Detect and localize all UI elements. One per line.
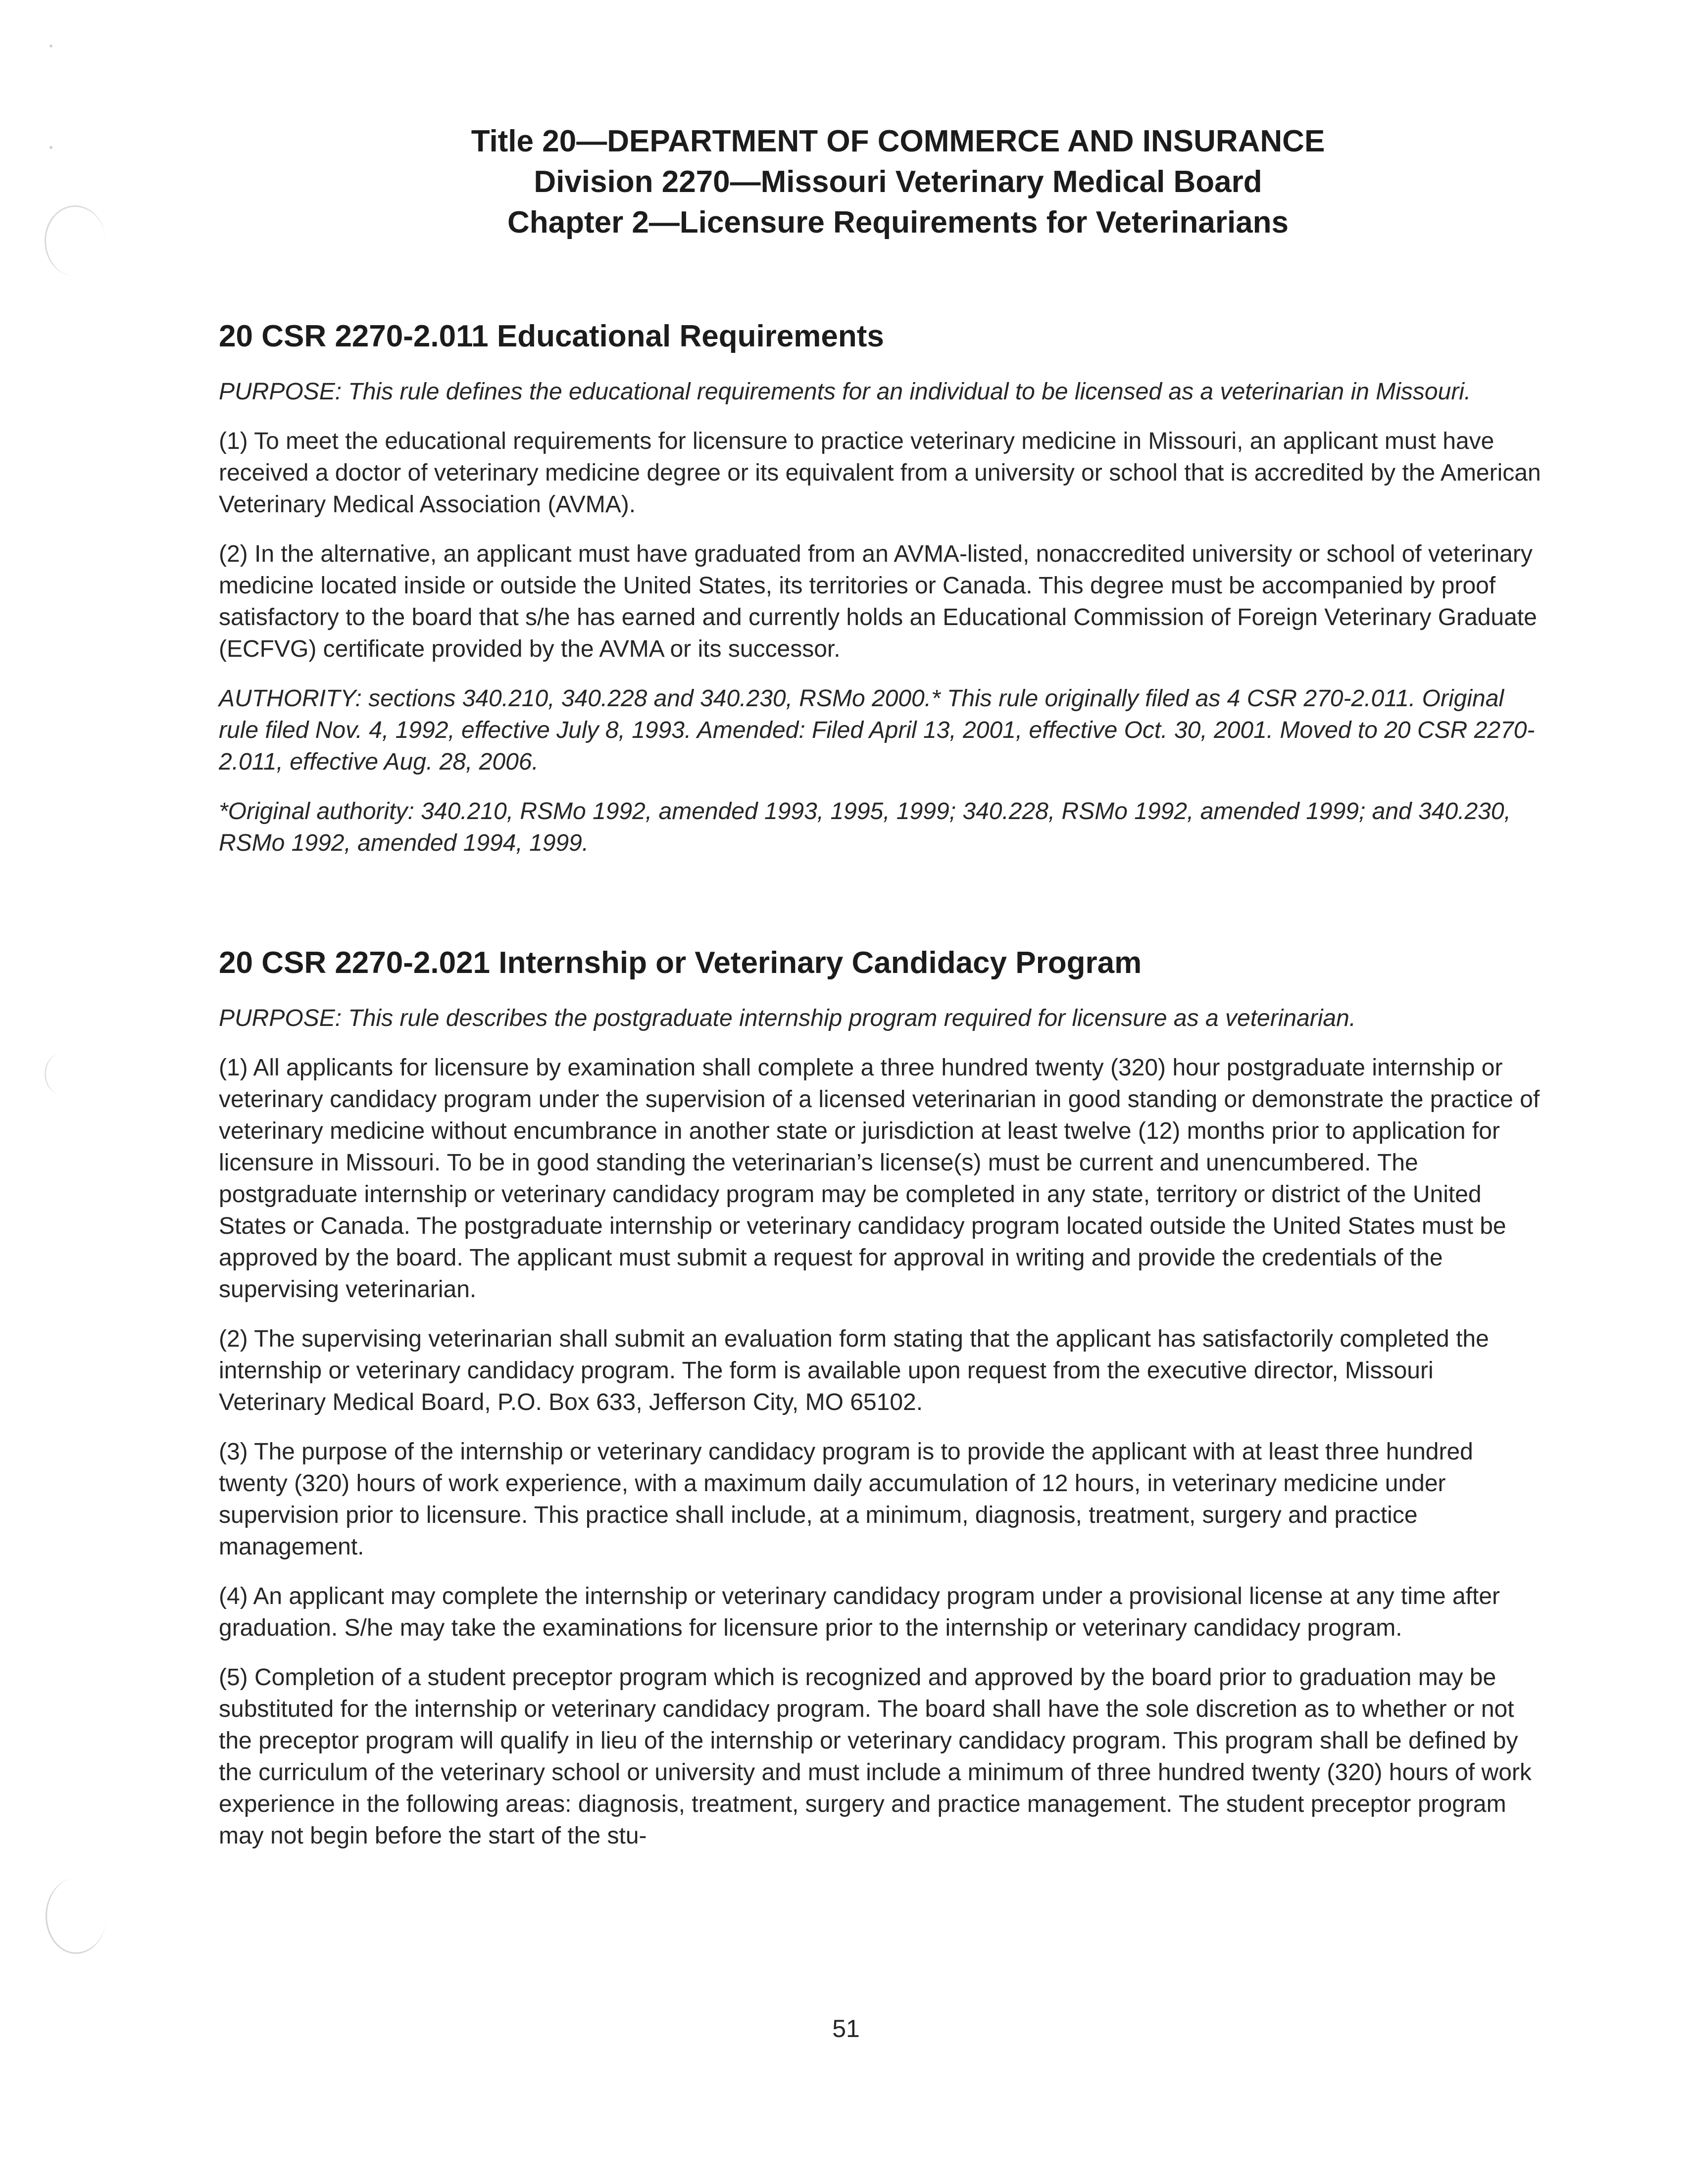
rule-paragraph: (1) All applicants for licensure by examination shall complete a three hundred twenty (320) hour postgraduate internship or veterinary candidacy program under the supervision of a licensed veterinarian in good standing or demonstrate the practice of veterinary medicine without encumbrance in another state or jurisdiction at least twelve (12) months prior to application for licensure in Missouri. To be in good standing the veterinarian’s license(s) must be current and unencumbered. The postgraduate internship or veterinary candidacy program may be completed in any state, territory or district of the United States or Canada. The postgraduate internship or veterinary candidacy program located outside the United States must be approved by the board. The applicant must submit a request for approval in writing and provide the credentials of the supervising veterinarian.: [219, 1055, 1540, 1303]
header-division-line: Division 2270—Missouri Veterinary Medical Board: [534, 165, 1262, 199]
rule-paragraph: (2) In the alternative, an applicant must have graduated from an AVMA-listed, nonaccredited university or school of veterinary medicine located inside or outside the United States, its territories or Canada. This degree must be accompanied by proof satisfactory to the board that s/he has earned and currently holds an Educational Commission of Foreign Veterinary Graduate (ECFVG) certificate provided by the AVMA or its successor.: [219, 541, 1537, 662]
rule-section-2-021: [219, 943, 1545, 1852]
rule-paragraph: (1) To meet the educational requirements for licensure to practice veterinary medicine in Missouri, an applicant must have received a doctor of veterinary medicine degree or its equivalent from a university or school that is accredited by the American Veterinary Medical Association (AVMA).: [219, 428, 1541, 518]
section-heading: 20 CSR 2270-2.011 Educational Requirements: [219, 319, 884, 353]
rule-paragraph: (5) Completion of a student preceptor program which is recognized and approved by the board prior to graduation may be substituted for the internship or veterinary candidacy program. The board shall have the sole discretion as to whether or not the preceptor program will qualify in lieu of the internship or veterinary candidacy program. This program shall be defined by the curriculum of the veterinary school or university and must include a minimum of three hundred twenty (320) hours of work experience in the following areas: diagnosis, treatment, surgery and practice management. The student preceptor program may not begin before the start of the stu-: [219, 1664, 1532, 1849]
punch-hole-mark: [45, 1054, 76, 1094]
rule-paragraph: (4) An applicant may complete the internship or veterinary candidacy program under a provisional license at any time after graduation. S/he may take the examinations for licensure prior to the internship or veterinary candidacy program.: [219, 1583, 1500, 1641]
original-authority-note: *Original authority: 340.210, RSMo 1992, amended 1993, 1995, 1999; 340.228, RSMo 1992, amended 1999; and 340.230, RSMo 1992, amended 1994, 1999.: [219, 798, 1511, 856]
authority-note: AUTHORITY: sections 340.210, 340.228 and 340.230, RSMo 2000.* This rule originally filed as 4 CSR 270-2.011. Original rule filed Nov. 4, 1992, effective July 8, 1993. Amended: Filed April 13, 2001, effective Oct. 30, 2001. Moved to 20 CSR 2270-2.011, effective Aug. 28, 2006.: [219, 685, 1535, 775]
rule-paragraph: (3) The purpose of the internship or veterinary candidacy program is to provide the applicant with at least three hundred twenty (320) hours of work experience, with a maximum daily accumulation of 12 hours, in veterinary medicine under supervision prior to licensure. This practice shall include, at a minimum, diagnosis, treatment, surgery and practice management.: [219, 1439, 1473, 1560]
page-number: 51: [832, 2015, 860, 2042]
purpose-statement: PURPOSE: This rule describes the postgraduate internship program required for licensure as a veterinarian.: [219, 1005, 1356, 1031]
rule-section-2-011: [219, 317, 1545, 859]
punch-hole-mark: [46, 1878, 106, 1954]
rule-paragraph: (2) The supervising veterinarian shall submit an evaluation form stating that the applicant has satisfactorily completed the internship or veterinary candidacy program. The form is available upon request from the executive director, Missouri Veterinary Medical Board, P.O. Box 633, Jefferson City, MO 65102.: [219, 1326, 1489, 1415]
scan-speck: [50, 45, 52, 48]
section-heading: 20 CSR 2270-2.021 Internship or Veterinary Candidacy Program: [219, 946, 1142, 980]
header-chapter-line: Chapter 2—Licensure Requirements for Veterinarians: [507, 205, 1289, 240]
document-body: [219, 317, 1545, 1870]
purpose-statement: PURPOSE: This rule defines the educational requirements for an individual to be licensed as a veterinarian in Missouri.: [219, 379, 1471, 405]
document-header: [0, 121, 1692, 243]
header-title-line: Title 20—DEPARTMENT OF COMMERCE AND INSURANCE: [471, 124, 1325, 158]
